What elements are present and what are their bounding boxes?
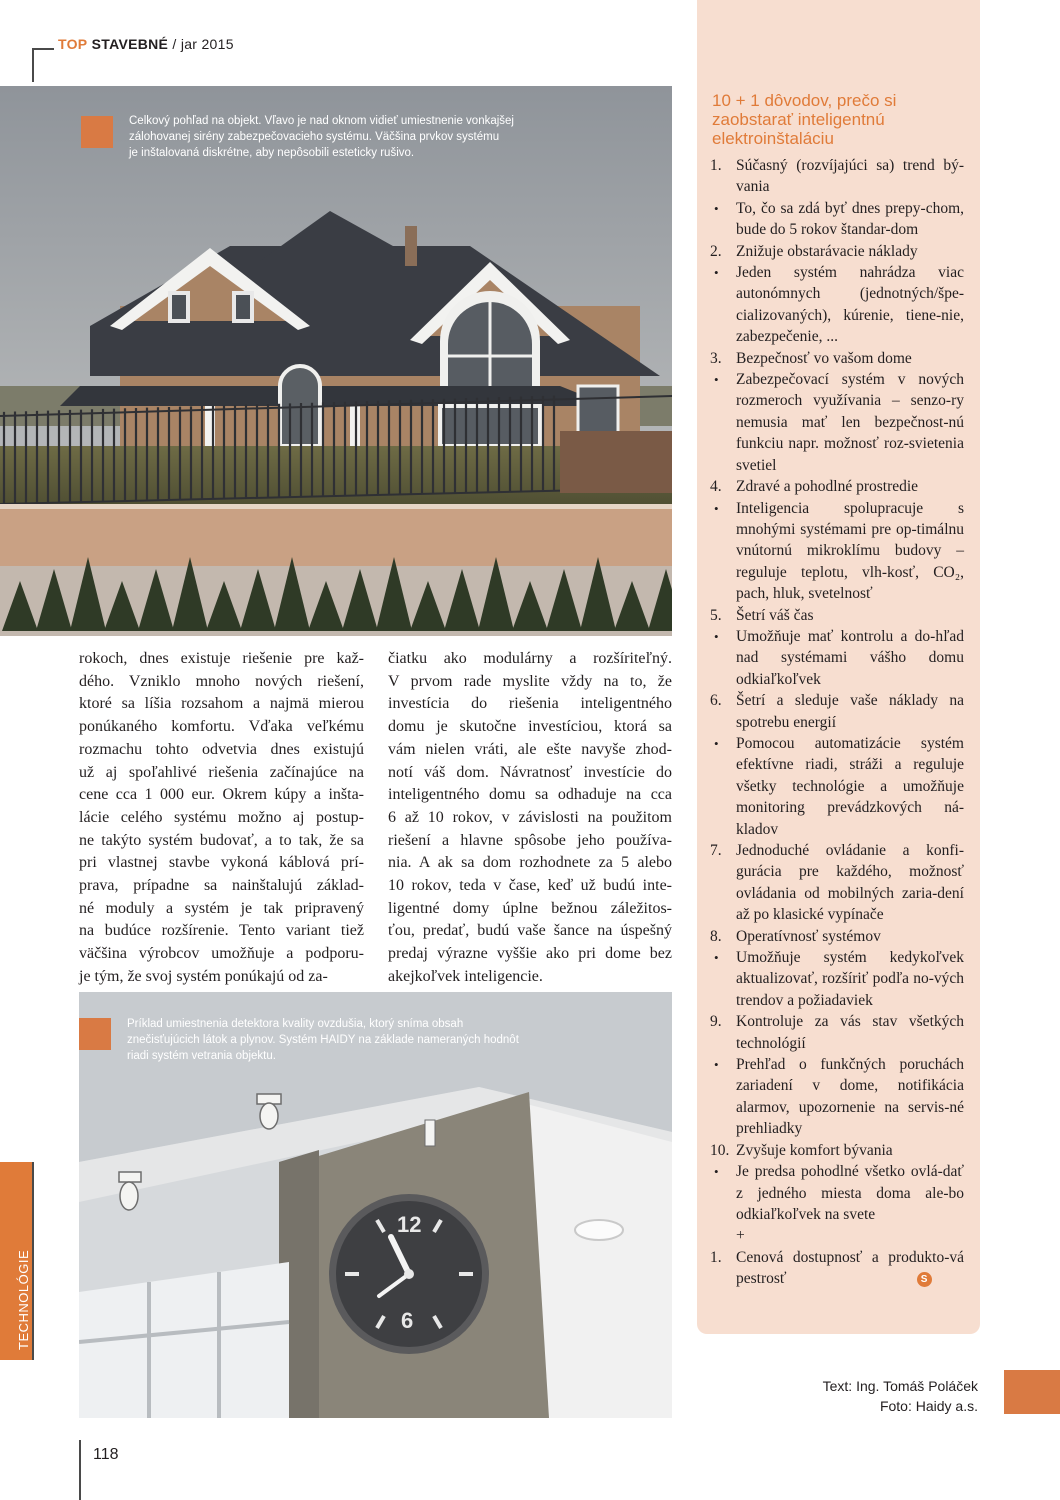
text-line: inteligentného domu sa odhaduje na cca (388, 786, 672, 804)
reason-text: Súčasný (rozvíjajúci sa) trend bý-vania (736, 157, 964, 196)
reason-text: Cenová dostupnosť a produkto-vá pestrosť (736, 1248, 964, 1288)
reason-text: Zdravé a pohodlné prostredie (736, 478, 919, 496)
list-marker: • (714, 735, 719, 751)
reason-text: Zabezpečovací systém v nových rozmeroch využívania – senzo-ry nemusia mať len bezpečnost-nú funkciu napr. možnosť roz-svietenia svetiel (736, 371, 964, 474)
reason-detail (710, 1054, 964, 1140)
reason-text: To, čo sa zdá byť dnes prepy-chom, bude do 5 rokov štandar-dom (736, 199, 964, 239)
text-line: prava, prípadne sa nainštalujú základ- (79, 877, 364, 895)
list-marker: • (714, 265, 719, 281)
text-line: lácie celého systému možno aj postup- (79, 808, 364, 826)
reason-item (710, 476, 964, 497)
end-mark-icon: S (917, 1272, 932, 1287)
list-marker: 3. (710, 349, 722, 367)
header-rule-horizontal (32, 48, 54, 50)
reason-item (710, 605, 964, 626)
header-issue: jar 2015 (180, 36, 234, 52)
list-marker: • (714, 500, 719, 516)
list-marker: 2. (710, 242, 722, 260)
reason-item (710, 1225, 964, 1246)
text-line: rozmachu tohto odvetvia dnes existujú (79, 740, 364, 758)
article-column-1 (79, 648, 364, 989)
text-line: je tým, že svoj systém ponúkajú od za- (79, 967, 328, 985)
text-line: ne takýto systém budovať, a to tak, že sa (79, 831, 364, 849)
credits-text: Text: Ing. Tomáš Poláček (822, 1378, 978, 1394)
reason-text: Šetrí váš čas (736, 606, 814, 624)
credits-photo: Foto: Haidy a.s. (879, 1398, 978, 1414)
reason-item (710, 1247, 964, 1290)
text-line: nia. A ak sa dom rozhodnete za 5 alebo (388, 854, 672, 872)
reason-detail (710, 1161, 964, 1225)
text-line: riešení a hlavne spôsobe jeho používa- (388, 831, 672, 849)
reason-text: Operatívnosť systémov (736, 927, 881, 945)
reason-text: Kontroluje za vás stav všetkých technológií (736, 1013, 964, 1052)
caption-line: Celkový pohľad na objekt. Vľavo je nad oknom vidieť umiestnenie vonkajšej (129, 115, 514, 127)
reason-text: Umožňuje mať kontrolu a do-hľad nad systémami vášho domu odkiaľkoľvek (736, 627, 964, 688)
reason-text: Prehľad o funkčných poruchách zariadení v dome, notifikácia alarmov, upozornenie na servis-né prehliadky (736, 1056, 964, 1138)
right-edge-tab (1004, 1370, 1060, 1414)
text-line: ligentné domy úplne bežnou záležitos- (388, 899, 672, 917)
list-marker: • (714, 950, 719, 966)
header-top: TOP (58, 36, 88, 52)
reasons-list (710, 155, 964, 1290)
text-line: né moduly a systém je tak pripravený (79, 899, 364, 917)
list-marker: 8. (710, 927, 722, 945)
text-line: ponúkaného komfortu. Vďaka veľkému (79, 718, 364, 736)
reason-item (710, 1011, 964, 1054)
text-line: notí váš dom. Návratnosť investície do (388, 763, 672, 781)
reason-detail (710, 498, 964, 605)
list-marker: • (714, 628, 719, 644)
house-photo-caption (129, 113, 529, 161)
text-line: väčšina výrobcov umožňuje a podporu- (79, 945, 364, 963)
list-marker: 9. (710, 1013, 722, 1031)
svg-text:6: 6 (401, 1308, 414, 1333)
reason-text: Umožňuje systém kedykoľvek aktualizovať, rozšíriť podľa no-vých trendov a požiadaviek (736, 949, 964, 1009)
list-marker: 10. (710, 1141, 730, 1159)
text-line: už aj spoľahlivé riešenia začínajúce na (79, 763, 364, 781)
reason-detail (710, 369, 964, 476)
reason-item (710, 926, 964, 947)
footer-rule (79, 1440, 81, 1500)
list-marker: • (714, 1164, 719, 1180)
caption-marker (79, 1018, 111, 1050)
header-separator: / (172, 36, 177, 52)
reason-item (710, 348, 964, 369)
text-line: ťou, predať, budú vaše šance na úspešný (388, 922, 672, 940)
reason-text: Zvyšuje komfort bývania (736, 1141, 893, 1159)
text-line: ktoré sa líšia rozsahom a najmä mierou (79, 695, 364, 713)
header-brand: STAVEBNÉ (91, 36, 169, 52)
caption-marker (81, 116, 113, 148)
list-marker: 1. (710, 157, 722, 174)
text-line: cene cca 1 000 eur. Okrem kúpy a inšta- (79, 786, 364, 804)
list-marker: • (714, 200, 719, 216)
list-marker: 1. (710, 1248, 722, 1266)
text-line: akejkoľvek inteligencie. (388, 967, 543, 985)
text-line: vám nielen vráti, ale ešte navyše zhod- (388, 740, 672, 758)
text-line: V prvom rade myslite vždy na to, že (388, 672, 672, 690)
caption-line: zálohovanej sirény zabezpečovacieho systému. Väčšina prvkov systému (129, 131, 500, 143)
reason-item (710, 840, 964, 926)
caption-line: znečisťujúcich látok a plynov. Systém HAIDY na základe nameraných hodnôt (127, 1034, 519, 1046)
section-tab-rule (32, 1162, 34, 1360)
reason-detail (710, 198, 964, 241)
list-marker: • (714, 372, 719, 388)
sidebar-title: 10 + 1 dôvodov, prečo si zaobstarať inteligentnú elektroinštaláciu (712, 91, 897, 148)
text-line: predaj výrazne vyššie ako pri dome bez (388, 945, 672, 963)
text-line: investícia do riešenia inteligentného (388, 695, 672, 713)
reason-text: Šetrí a sleduje vaše náklady na spotrebu energií (736, 692, 964, 731)
list-marker: 4. (710, 478, 722, 496)
caption-line: riadi systém vetrania objektu. (127, 1050, 276, 1062)
reason-text: + (736, 1227, 745, 1245)
reason-text: Pomocou automatizácie systém efektívne riadi, stráži a reguluje všetky technológie a umožňuje monitoring prevádzkových ná-kladov (736, 734, 964, 838)
caption-line: je inštalovaná diskrétne, aby nepôsobili esteticky rušivo. (129, 147, 415, 159)
reason-detail (710, 262, 964, 348)
page-number: 118 (93, 1446, 119, 1463)
text-line: čiatku ako modulárny a rozšíriteľný. (388, 650, 672, 667)
interior-photo-caption (127, 1016, 537, 1064)
svg-text:12: 12 (397, 1212, 422, 1237)
section-tab-label: TECHNOLÓGIE (16, 1249, 31, 1350)
caption-line: Príklad umiestnenia detektora kvality ovzdušia, ktorý sníma obsah (127, 1018, 464, 1030)
text-line: pri vlastnej stavbe vykoná káblová prí- (79, 854, 364, 872)
reason-text: Bezpečnosť vo vašom dome (736, 349, 912, 367)
text-line: domu je skutočne investíciou, ktorá sa (388, 718, 672, 736)
credits (823, 1376, 978, 1416)
list-marker: 7. (710, 842, 722, 859)
reason-item (710, 1140, 964, 1161)
magazine-header (58, 36, 234, 52)
reason-text: Jednoduché ovládanie a konfi-gurácia pre každého, možnosť ovládania od mobilných zaria-dení až po klasické vypínače (736, 842, 964, 924)
reason-item (710, 690, 964, 733)
reason-text: Inteligencia spolupracuje s mnohými systémami pre op-timálnu vnútornú mikroklímu budovy – reguluje teplotu, vlh-kosť, CO₂, pach, hluk, svetelnosť (736, 499, 964, 603)
text-line: na budúce rozšírenie. Tento variant tiež (79, 922, 364, 940)
house-photo (0, 86, 672, 636)
list-marker: • (714, 1057, 719, 1073)
reason-detail (710, 626, 964, 690)
list-marker: 5. (710, 606, 722, 624)
text-line: 10 rokov, teda v čase, keď už budú inte- (388, 877, 672, 895)
reason-text: Je predsa pohodlné všetko ovlá-dať z jedného miesta doma ale-bo odkiaľkoľvek na svete (736, 1163, 964, 1223)
reason-item (710, 155, 964, 198)
text-line: rokoch, dnes existuje riešenie pre kaž- (79, 650, 364, 667)
reason-detail (710, 947, 964, 1011)
reason-item (710, 241, 964, 262)
text-line: dého. Vzniklo mnoho nových riešení, (79, 672, 364, 690)
list-marker: 6. (710, 692, 722, 710)
text-line: 6 až 10 rokov, v závislosti na použitom (388, 808, 672, 826)
reason-text: Jeden systém nahrádza viac autonómnych (jednotných/špe-cializovaných), kúrenie, tiene-nie, zabezpečenie, ... (736, 264, 964, 346)
reason-text: Znižuje obstarávacie náklady (736, 242, 918, 260)
article-column-2 (388, 648, 672, 989)
header-rule-vertical (32, 48, 34, 82)
reason-detail (710, 733, 964, 840)
